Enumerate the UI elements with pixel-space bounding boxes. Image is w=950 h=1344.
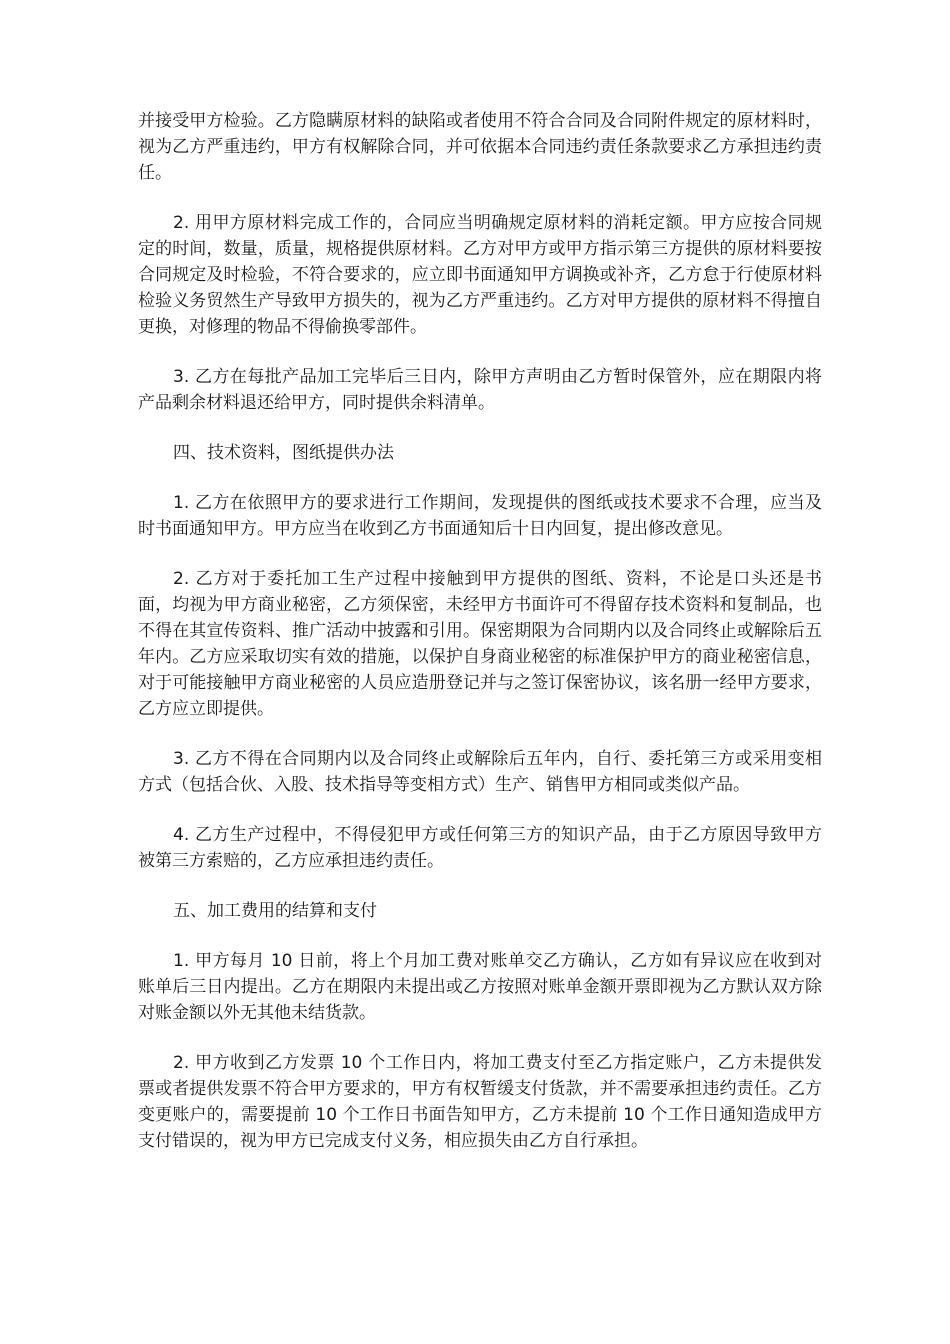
paragraph-section5-clause-2: 2. 甲方收到乙方发票 10 个工作日内，将加工费支付至乙方指定账户，乙方未提供发票或者提供发票不符合甲方要求的，甲方有权暂缓支付货款，并不需要承担违约责任。乙方变更账户的，需要提前 10 个工作日书面告知甲方，乙方未提前 10 个工作日通知造成甲方支付错误的，视为甲方已完成支付义务，相应损失由乙方自行承担。 — [138, 1053, 822, 1151]
paragraph-clause-3-leftover: 3. 乙方在每批产品加工完毕后三日内，除甲方声明由乙方暂时保管外，应在期限内将产品剩余材料退还给甲方，同时提供余料清单。 — [138, 367, 822, 413]
paragraph-section4-clause-3: 3. 乙方不得在合同期内以及合同终止或解除后五年内，自行、委托第三方或采用变相方式（包括合伙、入股、技术指导等变相方式）生产、销售甲方相同或类似产品。 — [138, 749, 822, 795]
document-page — [138, 108, 822, 1178]
paragraph-clause-2-materials: 2. 用甲方原材料完成工作的，合同应当明确规定原材料的消耗定额。甲方应按合同规定的时间，数量，质量，规格提供原材料。乙方对甲方或甲方指示第三方提供的原材料要按合同规定及时检验，不符合要求的，应立即书面通知甲方调换或补齐，乙方怠于行使原材料检验义务贸然生产导致甲方损失的，视为乙方严重违约。乙方对甲方提供的原材料不得擅自更换，对修理的物品不得偷换零部件。 — [138, 213, 822, 337]
section-heading-5: 五、加工费用的结算和支付 — [173, 901, 377, 921]
paragraph-section5-clause-1: 1. 甲方每月 10 日前，将上个月加工费对账单交乙方确认，乙方如有异议应在收到对账单后三日内提出。乙方在期限内未提出或乙方按照对账单金额开票即视为乙方默认双方除对账金额以外无其他未结货款。 — [138, 951, 822, 1023]
paragraph-continuation: 并接受甲方检验。乙方隐瞒原材料的缺陷或者使用不符合合同及合同附件规定的原材料时，视为乙方严重违约，甲方有权解除合同，并可依据本合同违约责任条款要求乙方承担违约责任。 — [138, 111, 822, 183]
paragraph-section4-clause-1: 1. 乙方在依照甲方的要求进行工作期间，发现提供的图纸或技术要求不合理，应当及时书面通知甲方。甲方应当在收到乙方书面通知后十日内回复，提出修改意见。 — [138, 493, 822, 539]
section-heading-4: 四、技术资料，图纸提供办法 — [173, 443, 394, 463]
paragraph-section4-clause-2: 2. 乙方对于委托加工生产过程中接触到甲方提供的图纸、资料，不论是口头还是书面，均视为甲方商业秘密，乙方须保密，未经甲方书面许可不得留存技术资料和复制品，也不得在其宣传资料、推广活动中披露和引用。保密期限为合同期内以及合同终止或解除后五年内。乙方应采取切实有效的措施，以保护自身商业秘密的标准保护甲方的商业秘密信息，对于可能接触甲方商业秘密的人员应造册登记并与之签订保密协议，该名册一经甲方要求，乙方应立即提供。 — [138, 569, 822, 719]
paragraph-section4-clause-4: 4. 乙方生产过程中，不得侵犯甲方或任何第三方的知识产品，由于乙方原因导致甲方被第三方索赔的，乙方应承担违约责任。 — [138, 825, 822, 871]
